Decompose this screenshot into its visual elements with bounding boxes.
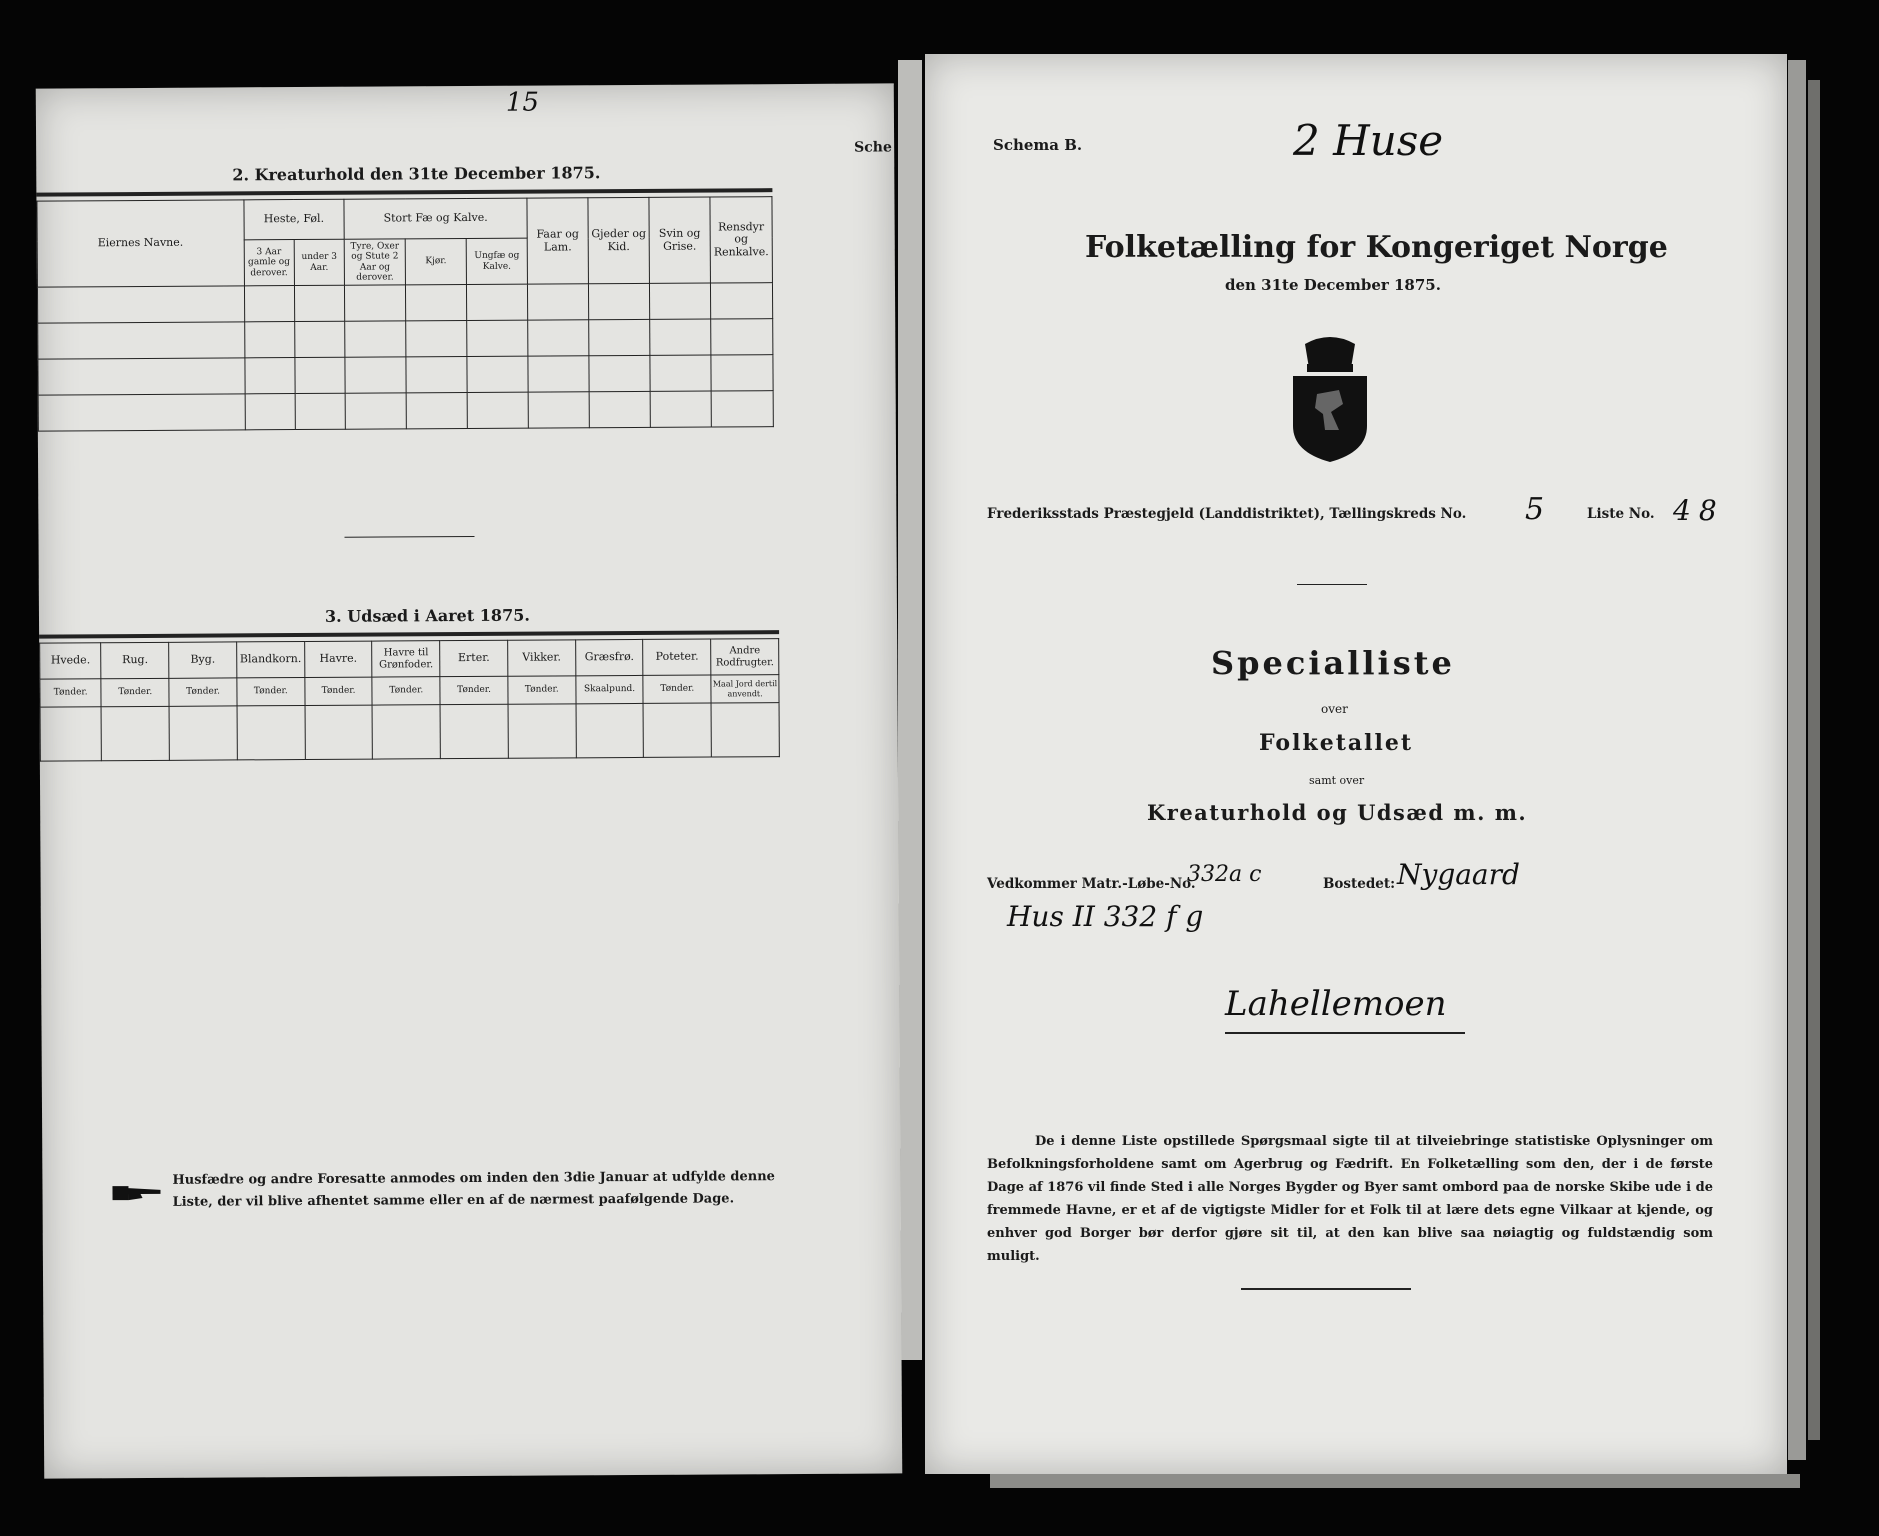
left-page xyxy=(36,83,902,1478)
crop-unit-0: Tønder. xyxy=(40,679,102,707)
crop-unit-10: Maal Jord dertil anvendt. xyxy=(711,675,779,703)
col-svin: Svin og Grise. xyxy=(649,197,711,283)
crop-col-8: Græsfrø. xyxy=(575,639,643,675)
kreds-no: 5 xyxy=(1525,492,1545,527)
main-title: Folketælling for Kongeriget Norge xyxy=(1085,230,1668,265)
table-row xyxy=(38,355,773,395)
folketallet-label: Folketallet xyxy=(1259,730,1413,756)
edge-mark: Sche xyxy=(854,139,892,156)
crop-col-5: Havre til Grønfoder. xyxy=(372,641,440,677)
col-stort: Stort Fæ og Kalve. xyxy=(344,198,527,239)
liste-label: Liste No. xyxy=(1587,506,1655,522)
col-stort-sub2: Kjør. xyxy=(405,239,466,285)
district-label: Frederiksstads Præstegjeld (Landdistriktet), Tællingskreds No. xyxy=(987,506,1467,522)
norway-coat-of-arms-icon xyxy=(1287,334,1373,464)
signature-underline xyxy=(1225,1032,1465,1034)
fold-strip xyxy=(898,60,922,1360)
crop-unit-6: Tønder. xyxy=(440,676,508,704)
crop-col-6: Erter. xyxy=(440,640,508,676)
page-edge-bottom xyxy=(990,1474,1800,1488)
liste-no: 48 xyxy=(1673,494,1725,527)
crop-unit-1: Tønder. xyxy=(101,678,169,706)
pointing-hand-icon xyxy=(110,1182,164,1204)
col-stort-sub3: Ungfæ og Kalve. xyxy=(466,238,527,284)
crop-table xyxy=(39,638,780,762)
rule xyxy=(36,188,772,196)
signature: Lahellemoen xyxy=(1225,984,1447,1024)
right-page xyxy=(925,54,1787,1474)
hand-mark: 15 xyxy=(505,87,540,118)
matr-label: Vedkommer Matr.-Løbe-No. xyxy=(987,876,1196,892)
crop-unit-9: Tønder. xyxy=(643,675,711,703)
over-label: over xyxy=(1321,702,1348,716)
crop-col-7: Vikker. xyxy=(508,640,576,676)
crop-unit-7: Tønder. xyxy=(508,676,576,704)
schema-label: Schema B. xyxy=(993,136,1083,154)
kreatur-label: Kreaturhold og Udsæd m. m. xyxy=(1147,800,1528,825)
divider xyxy=(1241,1288,1411,1290)
date-line: den 31te December 1875. xyxy=(1225,276,1441,294)
col-heste-sub2: under 3 Aar. xyxy=(294,239,345,285)
crop-col-3: Blandkorn. xyxy=(237,642,305,678)
crop-unit-4: Tønder. xyxy=(305,677,373,705)
col-owner: Eiernes Navne. xyxy=(37,200,244,287)
section2-title: 2. Kreaturhold den 31te December 1875. xyxy=(232,163,601,185)
divider xyxy=(1297,584,1367,585)
rule xyxy=(39,630,779,639)
crop-col-10: Andre Rodfrugter. xyxy=(711,639,779,675)
col-gjeder: Gjeder og Kid. xyxy=(588,197,650,283)
hand-title: 2 Huse xyxy=(1293,116,1444,165)
col-heste-sub1: 3 Aar gamle og derover. xyxy=(244,240,295,286)
bostedet-value: Nygaard xyxy=(1397,858,1520,891)
hus-line: Hus II 332 f g xyxy=(1007,900,1204,933)
col-heste: Heste, Føl. xyxy=(243,199,344,240)
crop-col-1: Rug. xyxy=(101,642,169,678)
table-row xyxy=(37,283,772,323)
matr-no: 332a c xyxy=(1187,862,1262,887)
crop-col-9: Poteter. xyxy=(643,639,711,675)
crop-unit-2: Tønder. xyxy=(169,678,237,706)
samt-over-label: samt over xyxy=(1309,774,1365,787)
col-rensdyr: Rensdyr og Renkalve. xyxy=(710,197,773,283)
crop-col-0: Hvede. xyxy=(40,643,102,679)
table-row xyxy=(40,703,779,762)
page-edge-stack xyxy=(1808,80,1820,1440)
table-row xyxy=(38,391,773,431)
table-row xyxy=(38,319,773,359)
col-stort-sub1: Tyre, Oxer og Stute 2 Aar og derover. xyxy=(344,239,405,285)
livestock-table xyxy=(36,196,773,431)
bostedet-label: Bostedet: xyxy=(1323,876,1396,892)
notice-text: Husfædre og andre Foresatte anmodes om inden den 3die Januar at udfylde denne Liste, der vil blive afhentet samme eller en af de nærmest paafølgende Dage. xyxy=(172,1169,775,1210)
info-paragraph: De i denne Liste opstillede Spørgsmaal sigte til at tilveiebringe statistiske Oplysninger om Befolkningsforholdene samt om Agerbrug og Fædrift. En Folketælling som den, der i de første Dage af 1876 vil finde Sted i alle Norges Bygder og Byer samt ombord paa de norske Skibe ude i de fremmede Havne, er et af de vigtigste Midler for et Folk til at lære dets egne Vilkaar at kjende, og enhver god Borger bør derfor gjøre sit til, at den kan blive saa nøiagtig og fuldstændig som muligt. xyxy=(987,1134,1713,1264)
divider xyxy=(345,536,475,538)
crop-unit-8: Skaalpund. xyxy=(576,675,644,703)
section3-title: 3. Udsæd i Aaret 1875. xyxy=(324,605,530,626)
col-faar: Faar og Lam. xyxy=(527,198,589,284)
crop-unit-3: Tønder. xyxy=(237,678,305,706)
specialliste-title: Specialliste xyxy=(1211,644,1455,682)
crop-col-2: Byg. xyxy=(169,642,237,678)
crop-col-4: Havre. xyxy=(304,641,372,677)
crop-unit-5: Tønder. xyxy=(372,677,440,705)
page-edge-stack xyxy=(1788,60,1806,1460)
